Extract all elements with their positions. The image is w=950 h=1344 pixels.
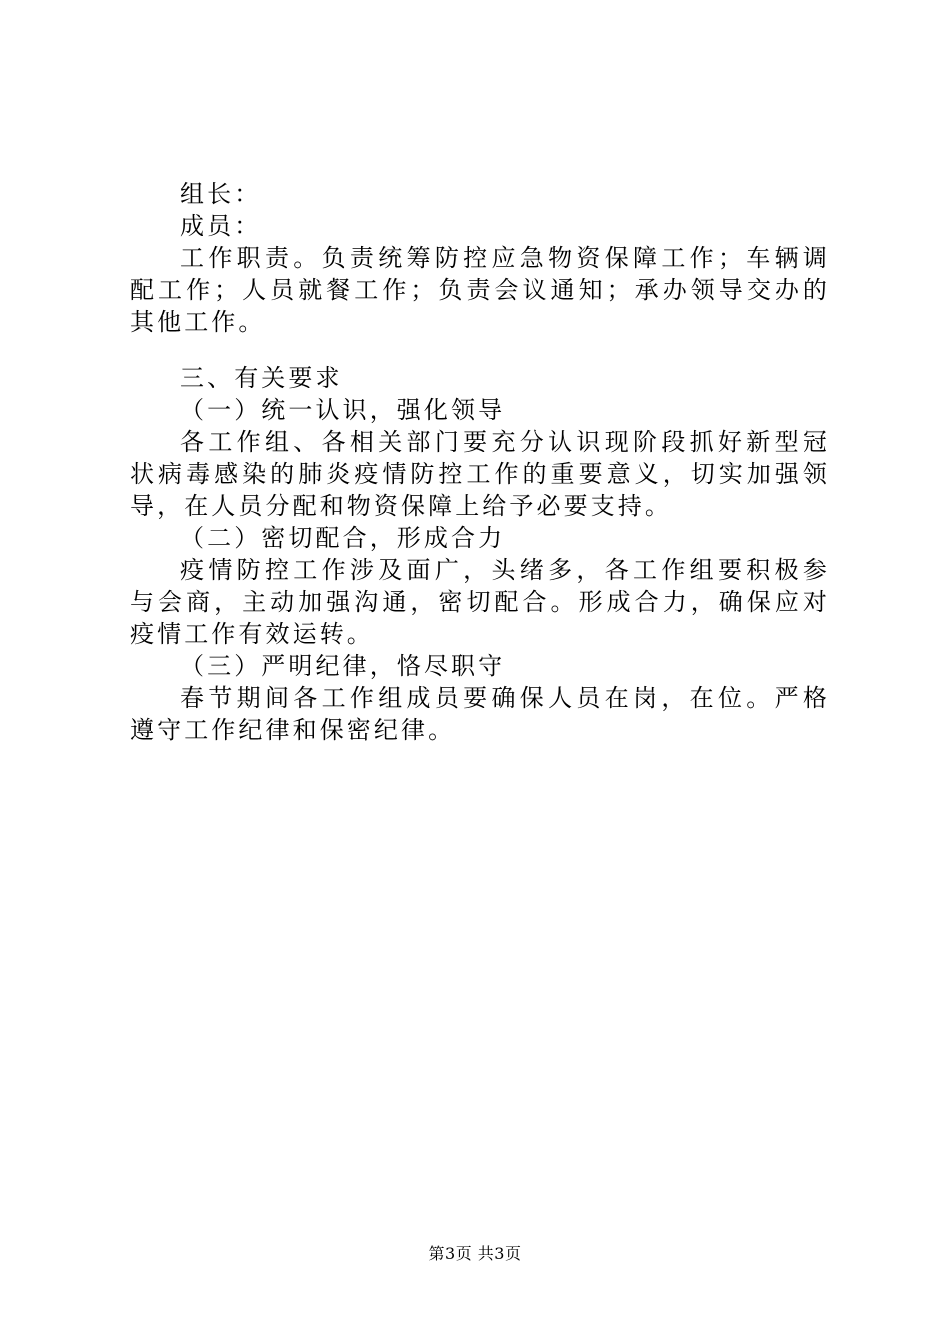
members-line: 成员： (180, 212, 262, 240)
body-paragraph: 疫情防控工作涉及面广，头绪多，各工作组要积极参与会商，主动加强沟通，密切配合。形成合力，确保应对疫情工作有效运转。 (130, 556, 830, 648)
body-paragraph: 春节期间各工作组成员要确保人员在岗，在位。严格遵守工作纪律和保密纪律。 (130, 684, 830, 744)
subsection-heading: （三）严明纪律，恪尽职守 (180, 652, 506, 680)
body-paragraph: 各工作组、各相关部门要充分认识现阶段抓好新型冠状病毒感染的肺炎疫情防控工作的重要意义，切实加强领导，在人员分配和物资保障上给予必要支持。 (130, 428, 830, 520)
document-body (130, 178, 830, 746)
subsection-heading: （一）统一认识，强化领导 (180, 396, 506, 424)
page-footer (0, 1243, 950, 1265)
duties-paragraph: 工作职责。负责统筹防控应急物资保障工作；车辆调配工作；人员就餐工作；负责会议通知；承办领导交办的其他工作。 (130, 244, 830, 336)
subsection-heading: （二）密切配合，形成合力 (180, 524, 506, 552)
section-heading: 三、有关要求 (180, 364, 343, 392)
page-number: 第3页 共3页 (428, 1244, 522, 1263)
leader-line: 组长： (180, 180, 262, 208)
